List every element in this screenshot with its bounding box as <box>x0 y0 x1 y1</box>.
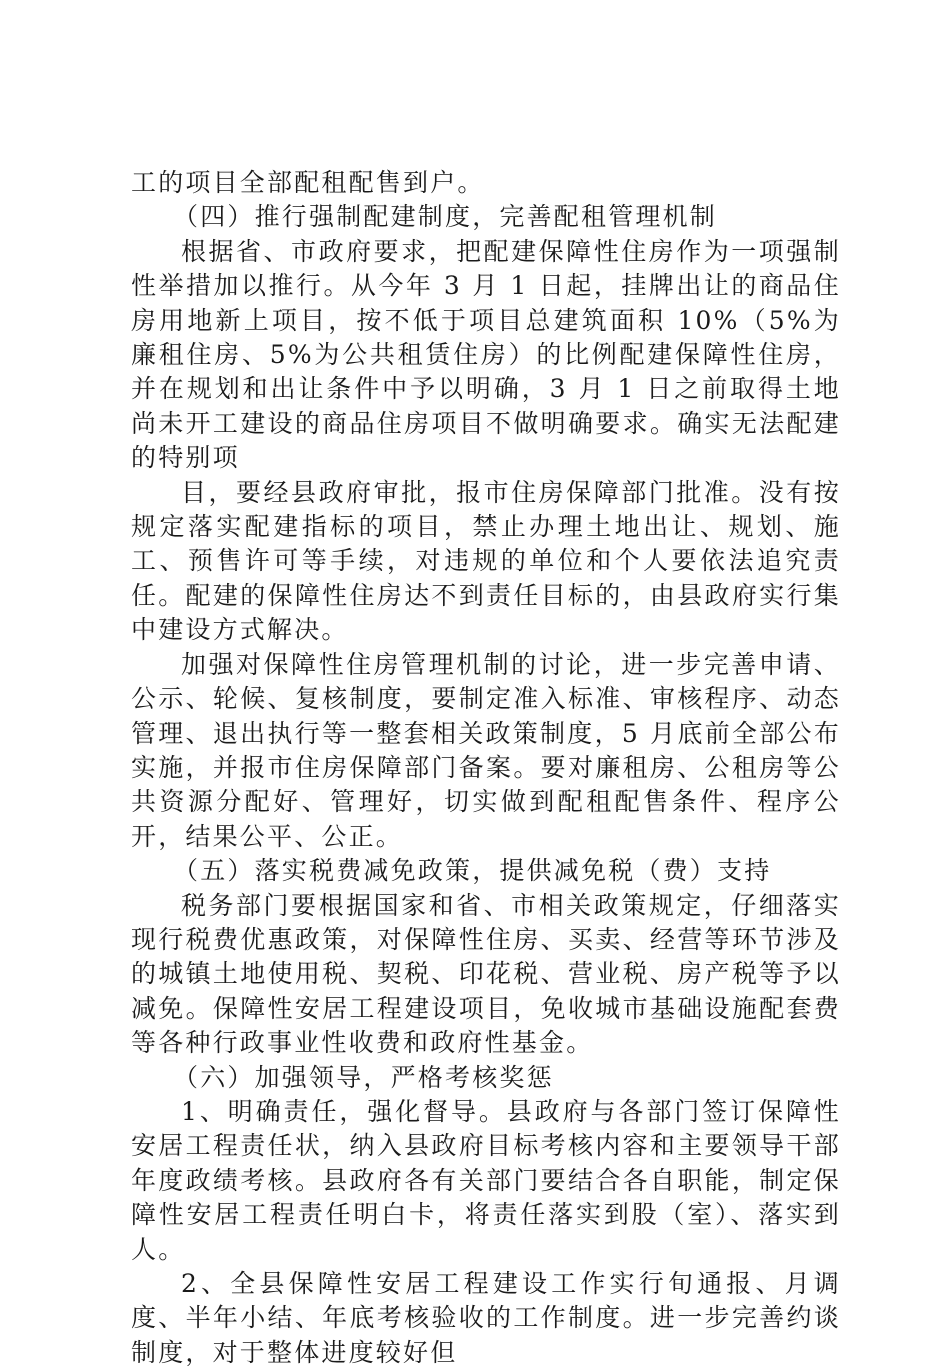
paragraph-responsibility: 1、明确责任，强化督导。县政府与各部门签订保障性安居工程责任状，纳入县政府目标考核内容和主要领导干部年度政绩考核。县政府各有关部门要结合各自职能，制定保障性安居工程责任明白卡，将责任落实到股（室）、落实到人。 <box>131 1096 841 1264</box>
paragraph-continuation: 工的项目全部配租配售到户。 <box>131 168 485 197</box>
document-body <box>131 166 841 1370</box>
section-heading-6: （六）加强领导，严格考核奖惩 <box>173 1062 554 1092</box>
paragraph-reporting-system: 2、全县保障性安居工程建设工作实行旬通报、月调度、半年小结、年底考核验收的工作制度。进一步完善约谈制度，对于整体进度较好但 <box>131 1269 841 1367</box>
paragraph-mandatory-construction: 根据省、市政府要求，把配建保障性住房作为一项强制性举措加以推行。从今年 3 月 1 日起，挂牌出让的商品住房用地新上项目，按不低于项目总建筑面积 10%（5%为廉租住房、5%为公共租赁住房）的比例配建保障性住房，并在规划和出让条件中予以明确，3 月 1 日之前取得土地尚未开工建设的商品住房项目不做明确要求。确实无法配建的特别项 <box>131 236 841 473</box>
paragraph-management-mechanism: 加强对保障性住房管理机制的讨论，进一步完善申请、公示、轮候、复核制度，要制定准入标准、审核程序、动态管理、退出执行等一整套相关政策制度，5 月底前全部公布实施，并报市住房保障部门备案。要对廉租房、公租房等公共资源分配好、管理好，切实做到配租配售条件、程序公开，结果公平、公正。 <box>131 649 841 851</box>
paragraph-approval-requirements: 目，要经县政府审批，报市住房保障部门批准。没有按规定落实配建指标的项目，禁止办理土地出让、规划、施工、预售许可等手续，对违规的单位和个人要依法追究责任。配建的保障性住房达不到责任目标的，由县政府实行集中建设方式解决。 <box>131 477 841 645</box>
paragraph-tax-relief: 税务部门要根据国家和省、市相关政策规定，仔细落实现行税费优惠政策，对保障性住房、买卖、经营等环节涉及的城镇土地使用税、契税、印花税、营业税、房产税等予以减免。保障性安居工程建设项目，免收城市基础设施配套费等各种行政事业性收费和政府性基金。 <box>131 890 841 1058</box>
section-heading-5: （五）落实税费减免政策，提供减免税（费）支持 <box>173 856 772 886</box>
section-heading-4: （四）推行强制配建制度，完善配租管理机制 <box>173 202 718 232</box>
